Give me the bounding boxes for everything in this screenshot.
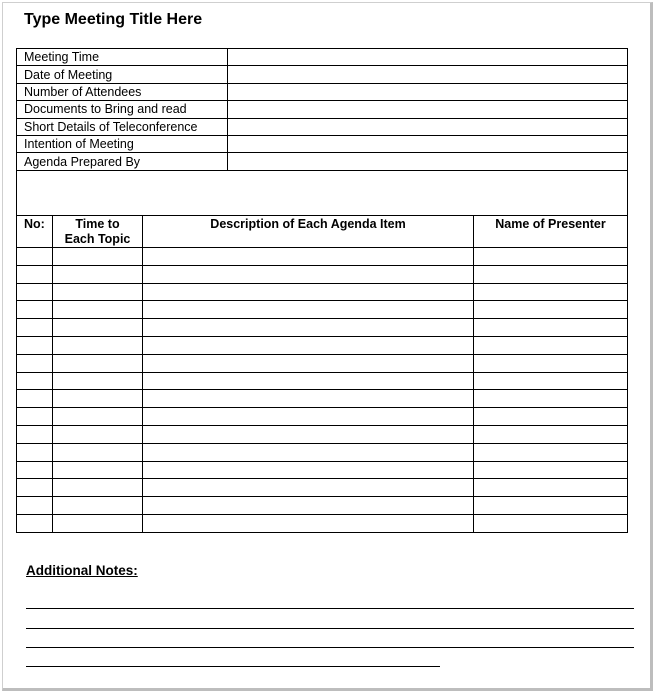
agenda-cell-time[interactable] — [53, 372, 143, 390]
agenda-cell-description[interactable] — [143, 301, 474, 319]
agenda-cell-description[interactable] — [143, 425, 474, 443]
agenda-cell-presenter[interactable] — [474, 479, 628, 497]
agenda-cell-description[interactable] — [143, 265, 474, 283]
agenda-cell-time[interactable] — [53, 354, 143, 372]
header-no: No: — [17, 216, 53, 248]
agenda-row — [17, 497, 628, 515]
agenda-cell-time[interactable] — [53, 479, 143, 497]
info-label: Number of Attendees — [17, 83, 228, 100]
info-row — [17, 83, 628, 100]
agenda-cell-no[interactable] — [17, 408, 53, 426]
info-value-field[interactable] — [228, 83, 628, 100]
info-row — [17, 66, 628, 83]
agenda-cell-description[interactable] — [143, 497, 474, 515]
notes-line-2[interactable] — [26, 628, 634, 629]
agenda-cell-description[interactable] — [143, 443, 474, 461]
agenda-cell-time[interactable] — [53, 336, 143, 354]
agenda-cell-presenter[interactable] — [474, 443, 628, 461]
agenda-cell-description[interactable] — [143, 283, 474, 301]
agenda-cell-presenter[interactable] — [474, 461, 628, 479]
info-row — [17, 101, 628, 118]
agenda-row — [17, 425, 628, 443]
agenda-cell-time[interactable] — [53, 265, 143, 283]
info-label: Meeting Time — [17, 49, 228, 66]
agenda-cell-presenter[interactable] — [474, 354, 628, 372]
notes-line-1[interactable] — [26, 608, 634, 609]
agenda-row — [17, 301, 628, 319]
agenda-cell-description[interactable] — [143, 408, 474, 426]
agenda-cell-no[interactable] — [17, 497, 53, 515]
agenda-row — [17, 265, 628, 283]
agenda-cell-presenter[interactable] — [474, 408, 628, 426]
agenda-cell-no[interactable] — [17, 514, 53, 532]
agenda-cell-description[interactable] — [143, 354, 474, 372]
agenda-row — [17, 319, 628, 337]
agenda-row — [17, 408, 628, 426]
header-time — [53, 216, 143, 248]
agenda-row — [17, 336, 628, 354]
agenda-cell-no[interactable] — [17, 372, 53, 390]
info-spacer — [16, 171, 628, 215]
agenda-cell-description[interactable] — [143, 372, 474, 390]
info-row — [17, 153, 628, 170]
meeting-title: Type Meeting Title Here — [24, 11, 203, 28]
agenda-cell-no[interactable] — [17, 265, 53, 283]
agenda-cell-time[interactable] — [53, 425, 143, 443]
agenda-cell-no[interactable] — [17, 283, 53, 301]
agenda-cell-no[interactable] — [17, 354, 53, 372]
info-label: Agenda Prepared By — [17, 153, 228, 170]
notes-line-4[interactable] — [26, 666, 440, 667]
agenda-cell-description[interactable] — [143, 479, 474, 497]
agenda-cell-time[interactable] — [53, 319, 143, 337]
agenda-cell-description[interactable] — [143, 248, 474, 266]
agenda-cell-presenter[interactable] — [474, 390, 628, 408]
agenda-cell-no[interactable] — [17, 336, 53, 354]
agenda-cell-presenter[interactable] — [474, 265, 628, 283]
agenda-cell-time[interactable] — [53, 283, 143, 301]
info-label: Short Details of Teleconference — [17, 118, 228, 135]
agenda-cell-no[interactable] — [17, 479, 53, 497]
agenda-cell-presenter[interactable] — [474, 319, 628, 337]
agenda-row — [17, 479, 628, 497]
agenda-cell-no[interactable] — [17, 443, 53, 461]
header-time-line1: Time to — [75, 217, 120, 231]
agenda-cell-description[interactable] — [143, 336, 474, 354]
agenda-table — [16, 215, 628, 533]
agenda-cell-presenter[interactable] — [474, 425, 628, 443]
agenda-cell-no[interactable] — [17, 319, 53, 337]
agenda-cell-description[interactable] — [143, 390, 474, 408]
agenda-cell-no[interactable] — [17, 390, 53, 408]
agenda-row — [17, 514, 628, 532]
header-description: Description of Each Agenda Item — [143, 216, 474, 248]
header-presenter: Name of Presenter — [474, 216, 628, 248]
agenda-cell-no[interactable] — [17, 248, 53, 266]
agenda-row — [17, 443, 628, 461]
agenda-cell-time[interactable] — [53, 514, 143, 532]
info-value-field[interactable] — [228, 153, 628, 170]
agenda-cell-no[interactable] — [17, 301, 53, 319]
agenda-row — [17, 283, 628, 301]
info-row — [17, 49, 628, 66]
info-row — [17, 135, 628, 152]
info-value-field[interactable] — [228, 135, 628, 152]
agenda-cell-presenter[interactable] — [474, 283, 628, 301]
agenda-cell-presenter[interactable] — [474, 372, 628, 390]
meeting-info-table — [16, 48, 628, 171]
agenda-row — [17, 372, 628, 390]
agenda-cell-presenter[interactable] — [474, 248, 628, 266]
agenda-cell-description[interactable] — [143, 514, 474, 532]
agenda-row — [17, 354, 628, 372]
agenda-cell-time[interactable] — [53, 461, 143, 479]
info-label: Documents to Bring and read — [17, 101, 228, 118]
info-value-field[interactable] — [228, 66, 628, 83]
agenda-header-row — [17, 216, 628, 248]
agenda-cell-description[interactable] — [143, 461, 474, 479]
info-label: Date of Meeting — [17, 66, 228, 83]
agenda-cell-presenter[interactable] — [474, 301, 628, 319]
agenda-row — [17, 248, 628, 266]
agenda-cell-presenter[interactable] — [474, 497, 628, 515]
agenda-cell-presenter[interactable] — [474, 514, 628, 532]
notes-line-3[interactable] — [26, 647, 634, 648]
agenda-cell-time[interactable] — [53, 390, 143, 408]
agenda-cell-time[interactable] — [53, 408, 143, 426]
agenda-cell-time[interactable] — [53, 248, 143, 266]
info-row — [17, 118, 628, 135]
agenda-cell-time[interactable] — [53, 443, 143, 461]
agenda-cell-time[interactable] — [53, 497, 143, 515]
header-time-line2: Each Topic — [64, 232, 131, 246]
agenda-cell-no[interactable] — [17, 425, 53, 443]
info-value-field[interactable] — [228, 101, 628, 118]
additional-notes-label: Additional Notes: — [26, 563, 138, 578]
agenda-row — [17, 461, 628, 479]
agenda-cell-no[interactable] — [17, 461, 53, 479]
info-value-field[interactable] — [228, 49, 628, 66]
info-label: Intention of Meeting — [17, 135, 228, 152]
info-value-field[interactable] — [228, 118, 628, 135]
agenda-cell-time[interactable] — [53, 301, 143, 319]
agenda-cell-presenter[interactable] — [474, 336, 628, 354]
agenda-cell-description[interactable] — [143, 319, 474, 337]
agenda-row — [17, 390, 628, 408]
